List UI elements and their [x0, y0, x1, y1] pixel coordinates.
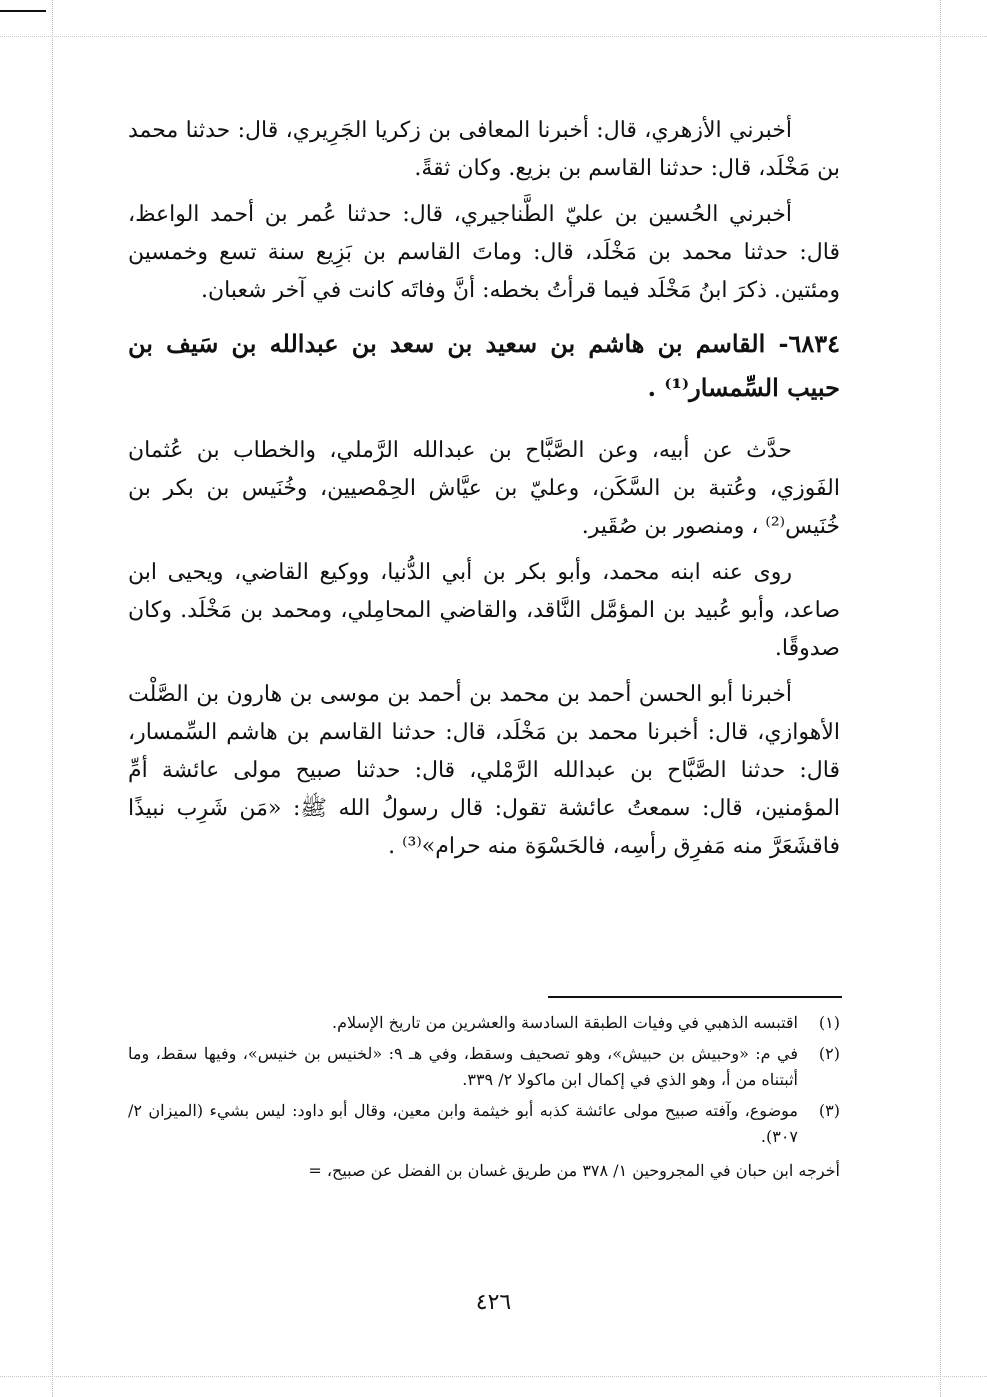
- footnote-text: اقتبسه الذهبي في وفيات الطبقة السادسة والعشرين من تاريخ الإسلام.: [332, 1013, 798, 1032]
- paragraph-azhari: أخبرني الأزهري، قال: أخبرنا المعافى بن زكريا الجَرِيري، قال: حدثنا محمد بن مَخْلَد، قال: حدثنا القاسم بن بزيع. وكان ثقةً.: [128, 118, 840, 181]
- footnote-3: [128, 1098, 840, 1150]
- footnote-text: في م: «وحبيش بن حبيش»، وهو تصحيف وسقط، وفي هـ ٩: «لخنيس بن خنيس»، وفيها سقط، وما أثبتناه من أ، وهو الذي في إكمال ابن ماكولا ٢/ ٣٣٩.: [128, 1044, 798, 1089]
- footnote-1: [128, 1010, 840, 1036]
- footnote-number: (٢): [818, 1044, 840, 1063]
- main-text: [128, 112, 840, 874]
- paragraph-tanajiri: أخبرني الحُسين بن عليّ الطَّناجيري، قال: حدثنا عُمر بن أحمد الواعظ، قال: حدثنا محمد بن مَخْلَد، قال: وماتَ القاسم بن بَزِيع سنة تسع وخمسين ومئتين. ذكرَ ابنُ مَخْلَد فيما قرأتُ بخطه: أنَّ وفاتَه كانت في آخر شعبان.: [128, 202, 840, 303]
- entry-heading: ٦٨٣٤- القاسم بن هاشم بن سعيد بن سعد بن عبدالله بن سَيف بن حبيب السِّمسار⁽¹⁾ .: [128, 329, 840, 402]
- footnote-number: (٣): [818, 1101, 840, 1120]
- footnote-separator: [548, 996, 842, 998]
- footnote-2: [128, 1041, 840, 1093]
- paragraph-teachers: حدَّث عن أبيه، وعن الصَّبَّاح بن عبدالله الرَّملي، والخطاب بن عُثمان الفَوزي، وعُتبة بن السَّكَن، وعليّ بن عيَّاش الحِمْصيين، وخُنَيس بن بكر بن خُنَيس⁽²⁾ ، ومنصور بن صُقَير.: [128, 438, 840, 539]
- paragraph-hadith: أخبرنا أبو الحسن أحمد بن محمد بن أحمد بن موسى بن هارون بن الصَّلْت الأهوازي، قال: أخبرنا محمد بن مَخْلَد، قال: حدثنا القاسم بن هاشم السِّمسار، قال: حدثنا الصَّبَّاح بن عبدالله الرَّمْلي، قال: حدثنا صبيح مولى عائشة أمِّ المؤمنين، قال: سمعتُ عائشة تقول: قال رسولُ الله ﷺ: «مَن شَرِب نبيذًا فاقشَعَرَّ منه مَفرِق رأسِه، فالحَسْوَة منه حرام»⁽³⁾ .: [128, 682, 840, 859]
- page-number: ٤٢٦: [475, 1290, 512, 1315]
- paragraph-students: روى عنه ابنه محمد، وأبو بكر بن أبي الدُّنيا، ووكيع القاضي، ويحيى ابن صاعد، وأبو عُبيد بن المؤمَّل النَّاقد، والقاضي المحامِلي، ومحمد بن مَخْلَد. وكان صدوقًا.: [128, 560, 840, 661]
- footnote-text: موضوع، وآفته صبيح مولى عائشة كذبه أبو خيثمة وابن معين، وقال أبو داود: ليس بشيء (الميزان ٢/ ٣٠٧).: [128, 1101, 798, 1146]
- corner-rule: [0, 10, 46, 12]
- footnote-number: (١): [818, 1013, 840, 1032]
- scan-artifact-top: [0, 36, 987, 37]
- footnotes: [128, 1010, 840, 1189]
- scan-artifact-bottom: [0, 1376, 987, 1377]
- scan-artifact-right: [940, 0, 941, 1397]
- scan-artifact-left: [52, 0, 53, 1397]
- footnote-continuation: أخرجه ابن حبان في المجروحين ١/ ٣٧٨ من طريق غسان بن الفضل عن صبيح، =: [308, 1161, 840, 1180]
